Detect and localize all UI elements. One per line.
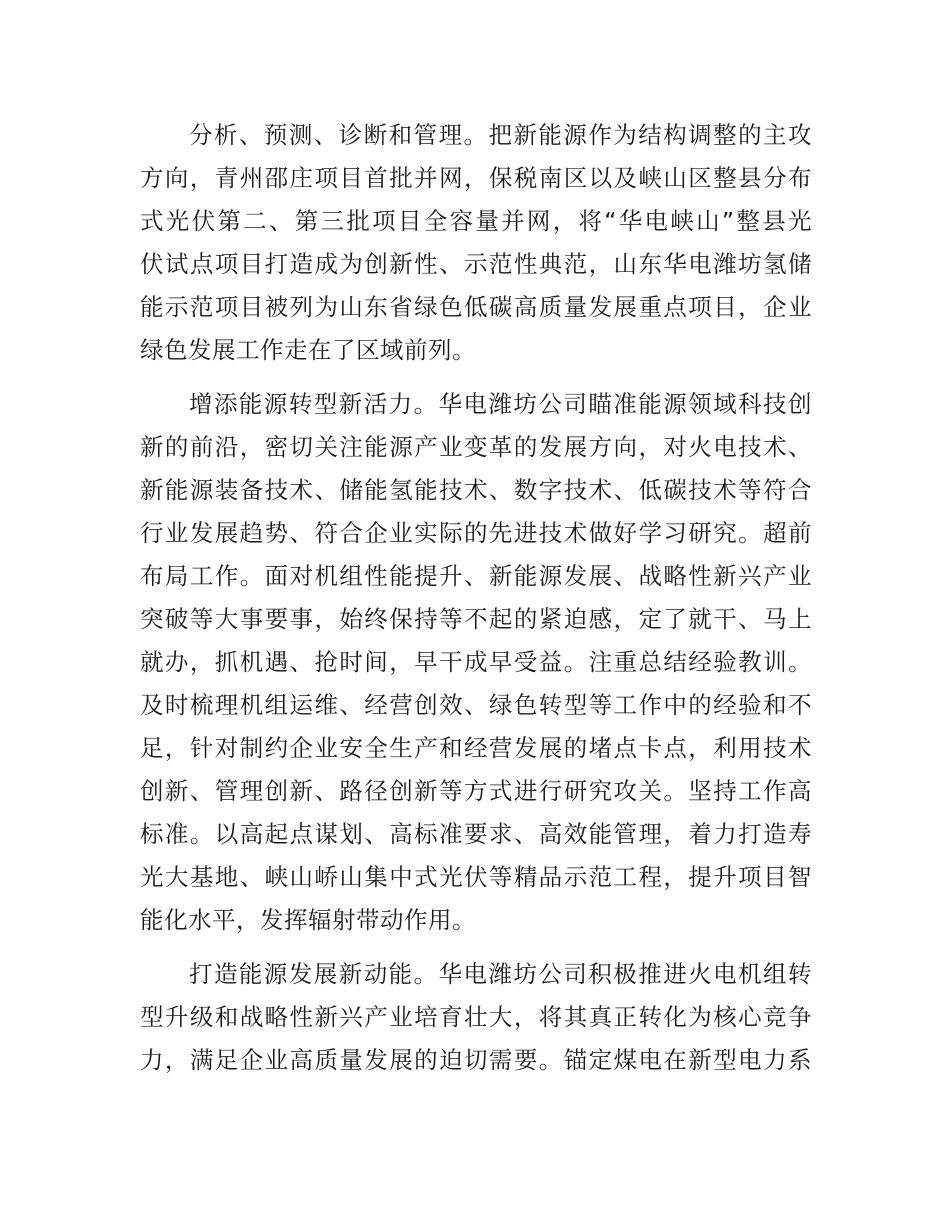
document-body: [140, 114, 812, 1093]
text-line: 方向，青州邵庄项目首批并网，保税南区以及峡山区整县分布: [140, 164, 812, 192]
text-line: 能化水平，发挥辐射带动作用。: [140, 906, 476, 934]
text-line: 新的前沿，密切关注能源产业变革的发展方向，对火电技术、: [140, 433, 812, 461]
text-line: 足，针对制约企业安全生产和经营发展的堵点卡点，利用技术: [140, 734, 812, 762]
text-line: 创新、管理创新、路径创新等方式进行研究攻关。坚持工作高: [140, 777, 812, 805]
text-line: 伏试点项目打造成为创新性、示范性典范，山东华电潍坊氢储: [140, 250, 812, 278]
text-line: 标准。以高起点谋划、高标准要求、高效能管理，着力打造寿: [140, 820, 812, 848]
text-line: 力，满足企业高质量发展的迫切需要。锚定煤电在新型电力系: [140, 1046, 812, 1074]
text-line: 突破等大事要事，始终保持等不起的紧迫感，定了就干、马上: [140, 605, 812, 633]
text-line: 光大基地、峡山峤山集中式光伏等精品示范工程，提升项目智: [140, 863, 812, 891]
paragraph-2: [140, 383, 812, 942]
text-line: 就办，抓机遇、抢时间，早干成早受益。注重总结经验教训。: [140, 648, 812, 676]
paragraph-3: [140, 953, 812, 1082]
text-line: 型升级和战略性新兴产业培育壮大，将其真正转化为核心竞争: [140, 1003, 812, 1031]
text-line: 式光伏第二、第三批项目全容量并网，将“华电峡山”整县光: [140, 207, 812, 235]
text-line: 增添能源转型新活力。华电潍坊公司瞄准能源领域科技创: [189, 390, 812, 418]
text-line: 布局工作。面对机组性能提升、新能源发展、战略性新兴产业: [140, 562, 812, 590]
text-line: 能示范项目被列为山东省绿色低碳高质量发展重点项目，企业: [140, 293, 812, 321]
text-line: 绿色发展工作走在了区域前列。: [140, 336, 476, 364]
text-line: 新能源装备技术、储能氢能技术、数字技术、低碳技术等符合: [140, 476, 812, 504]
text-line: 行业发展趋势、符合企业实际的先进技术做好学习研究。超前: [140, 519, 812, 547]
text-line: 打造能源发展新动能。华电潍坊公司积极推进火电机组转: [189, 960, 812, 988]
paragraph-1: [140, 114, 812, 372]
text-line: 分析、预测、诊断和管理。把新能源作为结构调整的主攻: [189, 121, 812, 149]
text-line: 及时梳理机组运维、经营创效、绿色转型等工作中的经验和不: [140, 691, 812, 719]
